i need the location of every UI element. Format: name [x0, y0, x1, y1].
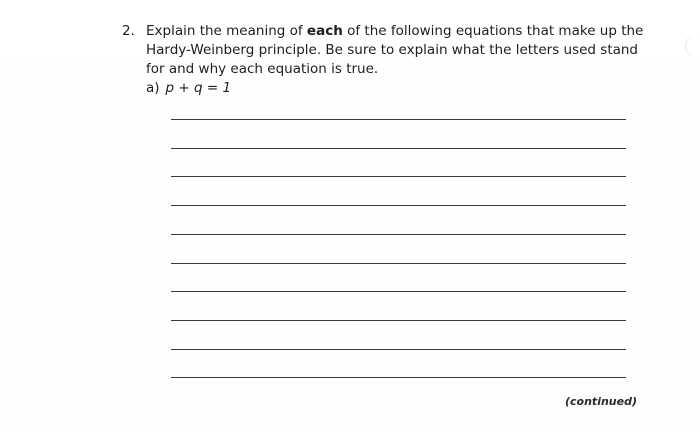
answer-line[interactable]	[171, 263, 626, 264]
question-text-end: of the following equations that make up the Hardy-Weinberg principle. Be sure to explain what the letters used stand for and why each equation is true.	[146, 23, 644, 77]
answer-line[interactable]	[171, 291, 626, 292]
question-number: 2.	[122, 23, 135, 39]
answer-lines	[171, 0, 626, 431]
answer-line[interactable]	[171, 349, 626, 350]
answer-line[interactable]	[171, 205, 626, 206]
answer-line[interactable]	[171, 234, 626, 235]
question-text-start: Explain the meaning of	[146, 23, 307, 39]
question-emphasis: each	[306, 23, 343, 39]
answer-line[interactable]	[171, 176, 626, 177]
part-a-equation: p + q = 1	[165, 80, 232, 96]
page-edge-mark	[685, 34, 700, 58]
answer-line[interactable]	[171, 148, 626, 149]
answer-line[interactable]	[171, 119, 626, 120]
part-a-label: a)	[146, 80, 160, 96]
answer-line[interactable]	[171, 377, 626, 378]
continued-note: (continued)	[565, 395, 637, 408]
answer-line[interactable]	[171, 320, 626, 321]
